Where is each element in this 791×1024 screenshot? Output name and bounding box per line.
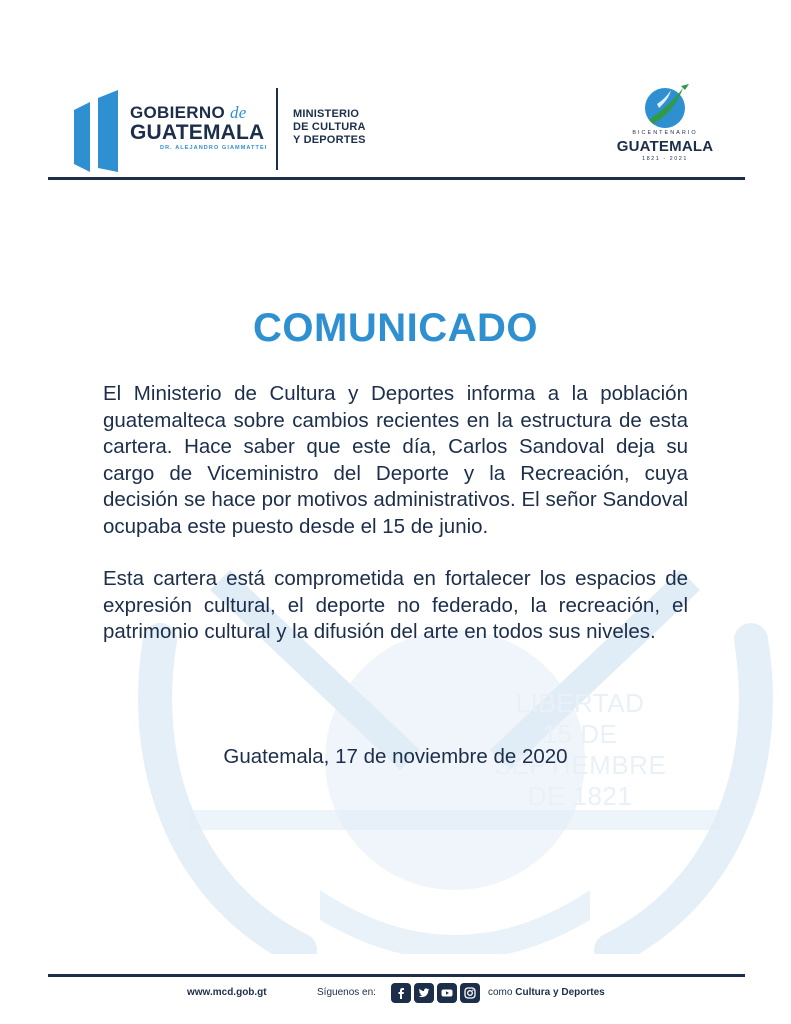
bicentenario-label: BICENTENARIO bbox=[632, 130, 698, 136]
watermark-line: 15 DE bbox=[542, 719, 618, 749]
youtube-icon[interactable] bbox=[437, 983, 457, 1003]
facebook-icon[interactable] bbox=[391, 983, 411, 1003]
gobierno-logo-icon bbox=[72, 90, 122, 172]
date-line: Guatemala, 17 de noviembre de 2020 bbox=[223, 745, 568, 768]
bicentenario-emblem-icon bbox=[643, 82, 691, 130]
twitter-icon[interactable] bbox=[414, 983, 434, 1003]
gobierno-de: de bbox=[230, 103, 247, 122]
instagram-icon[interactable] bbox=[460, 983, 480, 1003]
follow-label: Síguenos en: bbox=[317, 987, 376, 998]
release-body bbox=[103, 381, 688, 646]
ministry-line: DE CULTURA bbox=[293, 121, 366, 133]
body-paragraph: El Ministerio de Cultura y Deportes informa a la población guatemalteca sobre cambios recientes en la estructura de esta cartera. Hace saber que este día, Carlos Sandoval deja su cargo de Viceministro del Deporte y la Recreación, cuya decisión se hace por motivos administrativos. El señor Sandoval ocupaba este puesto desde el 15 de junio. bbox=[103, 382, 688, 538]
page-title: COMUNICADO bbox=[253, 306, 538, 350]
watermark-line: DE 1821 bbox=[527, 781, 633, 811]
gobierno-word: GOBIERNO bbox=[130, 103, 225, 122]
body-paragraph: Esta cartera está comprometida en fortalecer los espacios de expresión cultural, el deporte no federado, la recreación, el patrimonio cultural y la difusión del arte en todos sus niveles. bbox=[103, 567, 688, 643]
guatemala-word: GUATEMALA bbox=[130, 121, 265, 144]
bicentenario-logo bbox=[610, 82, 720, 174]
ministry-name bbox=[293, 108, 366, 147]
footer bbox=[0, 983, 791, 1005]
website-link[interactable]: www.mcd.gob.gt bbox=[187, 987, 267, 998]
header-divider bbox=[276, 88, 278, 170]
watermark-line: SEPTIEMBRE bbox=[493, 750, 667, 780]
footer-rule bbox=[48, 974, 745, 977]
ministry-line: Y DEPORTES bbox=[293, 134, 366, 146]
bicentenario-years: 1821 - 2021 bbox=[642, 156, 688, 162]
gobierno-wordmark bbox=[130, 104, 267, 152]
bicentenario-name: GUATEMALA bbox=[616, 138, 714, 155]
handle-label bbox=[488, 987, 605, 998]
header-rule bbox=[48, 177, 745, 180]
letterhead bbox=[48, 82, 745, 180]
handle-name: Cultura y Deportes bbox=[515, 987, 605, 998]
watermark-line: LIBERTAD bbox=[515, 688, 645, 718]
handle-prefix: como bbox=[488, 987, 513, 998]
ministry-line: MINISTERIO bbox=[293, 108, 360, 120]
president-name: DR. ALEJANDRO GIAMMATTEI bbox=[160, 145, 268, 151]
